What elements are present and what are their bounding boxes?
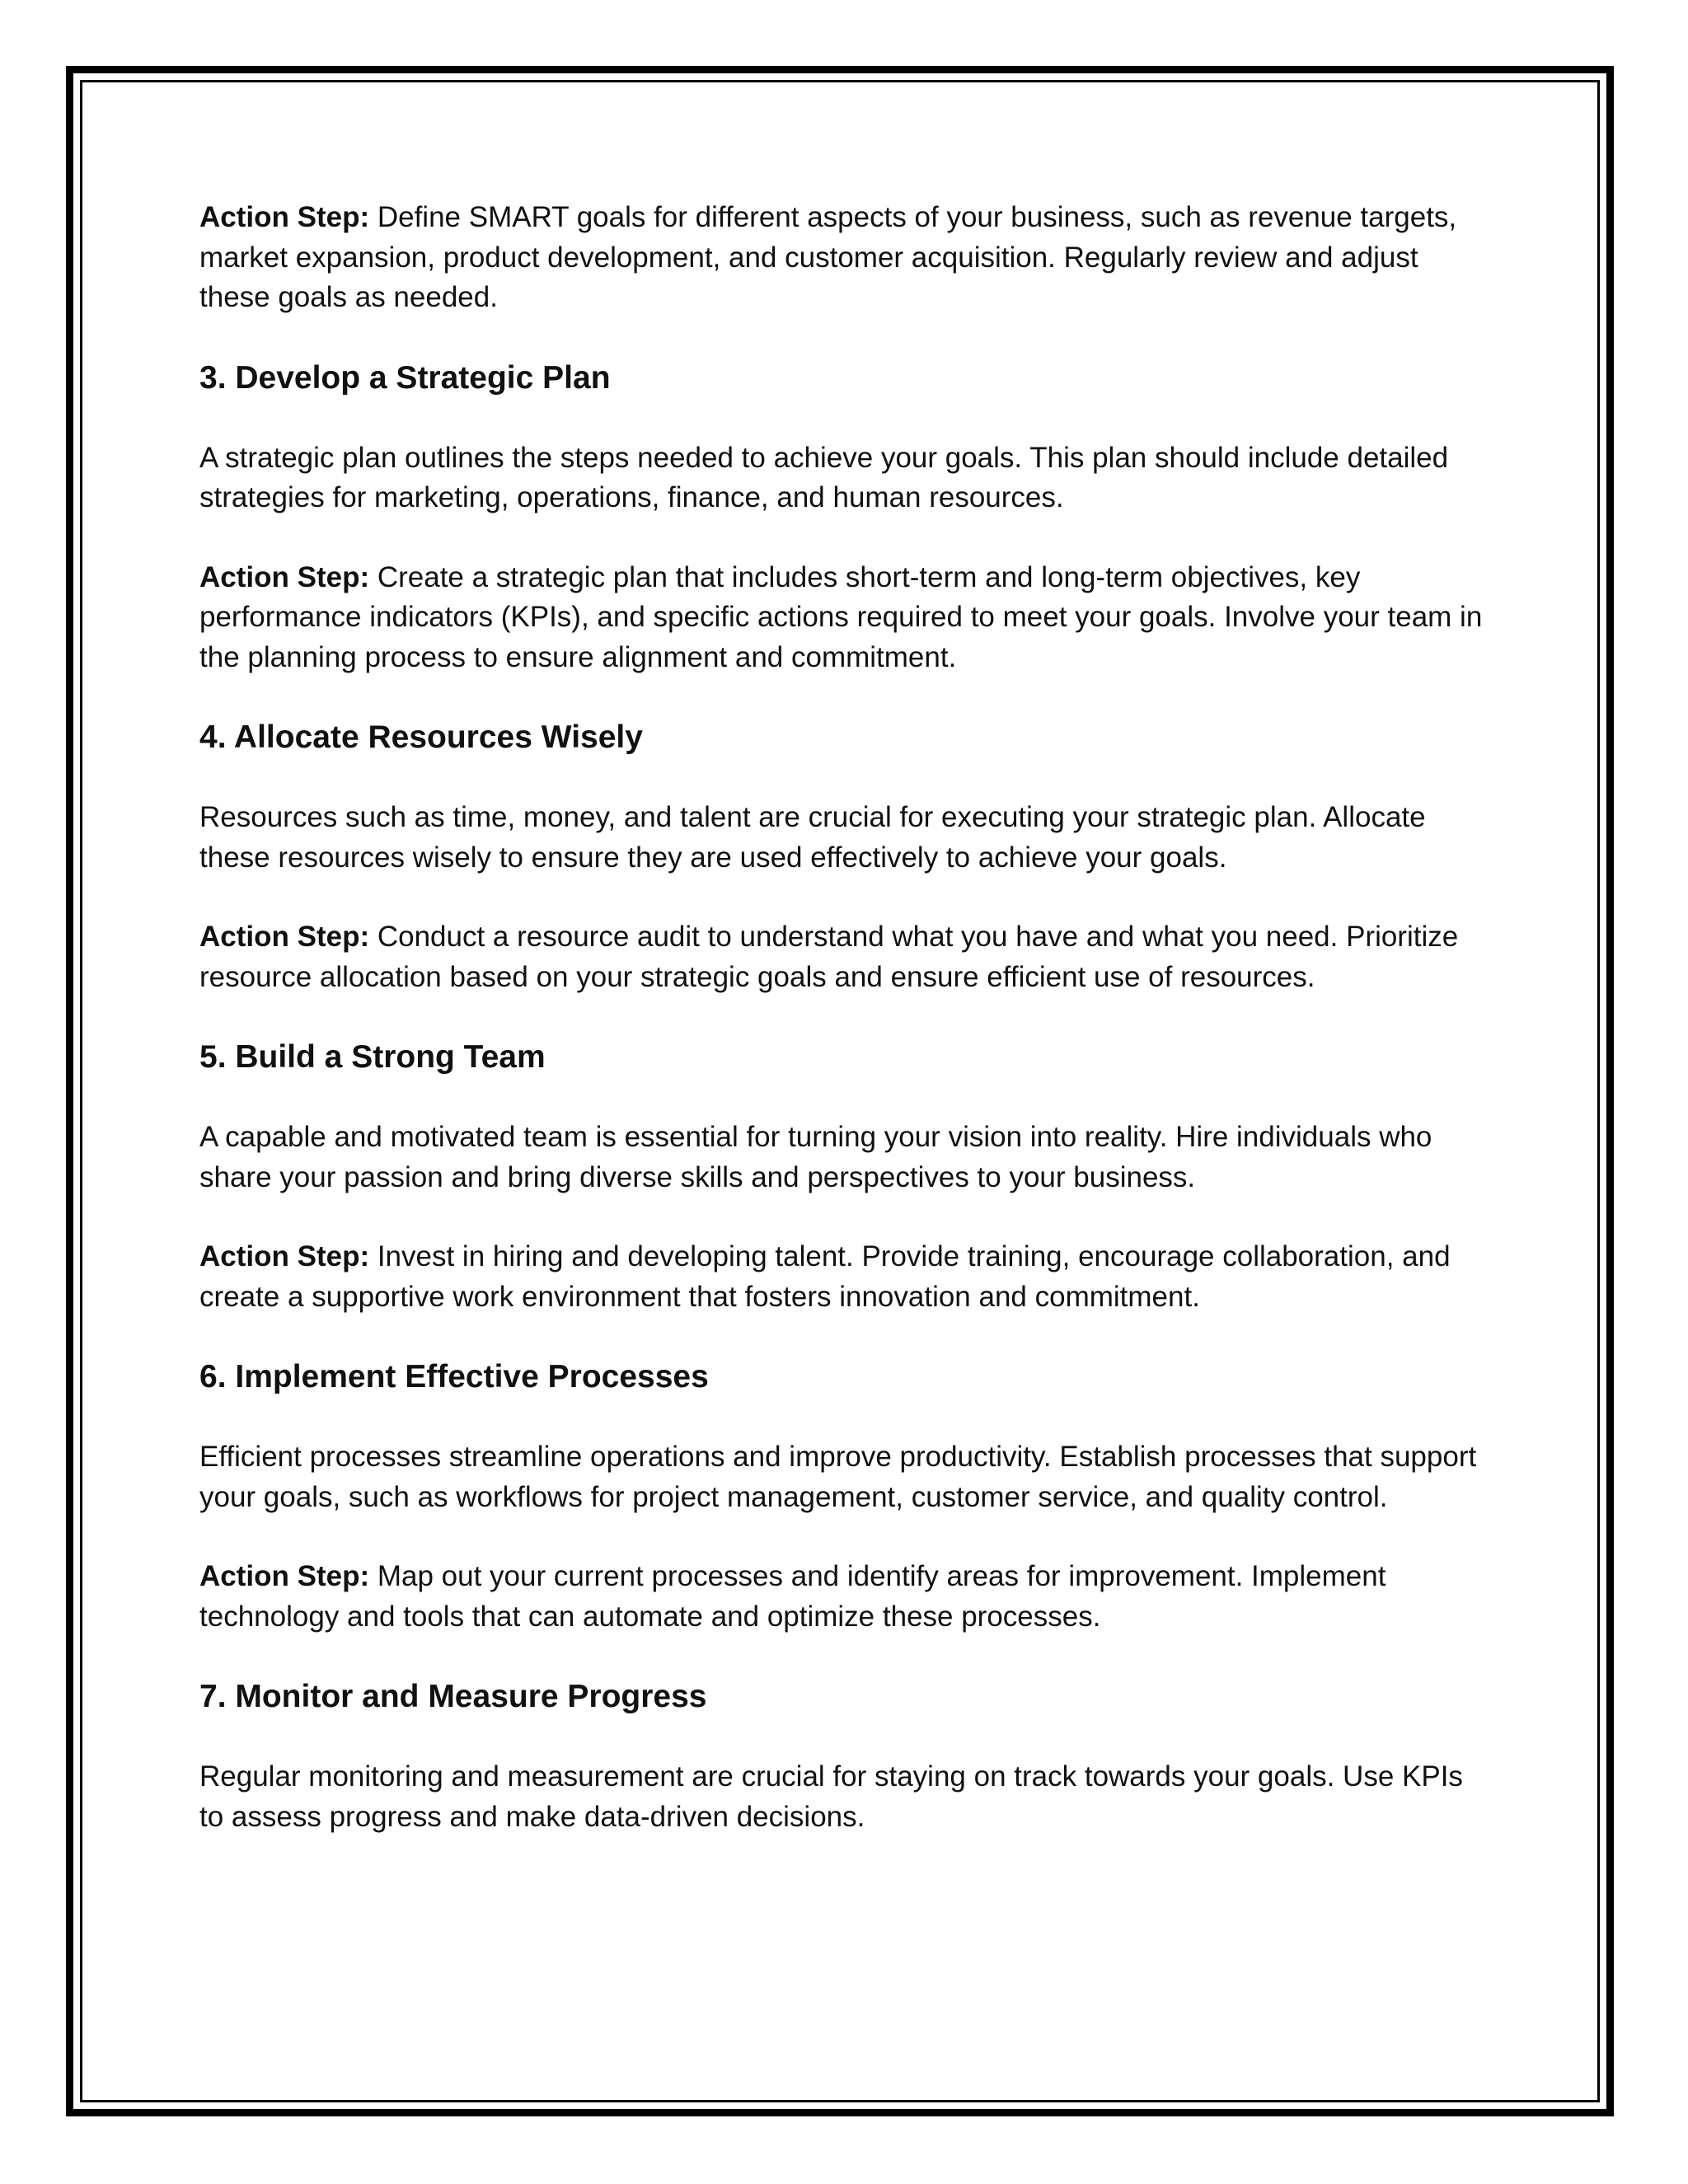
action-step-text: Create a strategic plan that includes short-term and long-term objectives, key performance indicators (KPIs), and specific actions required to meet your goals. Involve your team in the planning process to ensure alignment and commitment. <box>199 560 1483 673</box>
body-paragraph: Regular monitoring and measurement are crucial for staying on track towards your goals. Use KPIs to assess progress and make data-driven decisions. <box>199 1760 1463 1833</box>
body-paragraph: A strategic plan outlines the steps needed to achieve your goals. This plan should include detailed strategies for marketing, operations, finance, and human resources. <box>199 441 1449 513</box>
action-step-text: Define SMART goals for different aspects of your business, such as revenue targets, market expansion, product development, and customer acquisition. Regularly review and adjust these goals as needed. <box>199 201 1457 313</box>
action-step-paragraph <box>199 1557 1493 1637</box>
document-body <box>199 198 1493 1877</box>
action-step-label: Action Step: <box>199 560 370 593</box>
action-step-label: Action Step: <box>199 1240 370 1272</box>
action-step-paragraph <box>199 1237 1493 1317</box>
action-step-label: Action Step: <box>199 201 370 233</box>
body-paragraph: Resources such as time, money, and talent are crucial for executing your strategic plan. Allocate these resources wisely to ensure they are used effectively to achieve your goals. <box>199 801 1426 874</box>
action-step-text: Conduct a resource audit to understand what you have and what you need. Prioritize resource allocation based on your strategic goals and ensure efficient use of resources. <box>199 921 1459 993</box>
action-step-paragraph <box>199 558 1493 678</box>
action-step-label: Action Step: <box>199 1560 370 1592</box>
section-heading-develop-strategic-plan: 3. Develop a Strategic Plan <box>199 359 611 396</box>
action-step-paragraph <box>199 198 1493 318</box>
action-step-paragraph <box>199 917 1493 997</box>
action-step-text: Map out your current processes and identify areas for improvement. Implement technology and tools that can automate and optimize these processes. <box>199 1560 1386 1633</box>
body-paragraph: A capable and motivated team is essential for turning your vision into reality. Hire individuals who share your passion and bring diverse skills and perspectives to your business. <box>199 1121 1432 1193</box>
section-heading-monitor-progress: 7. Monitor and Measure Progress <box>199 1679 707 1714</box>
section-heading-allocate-resources: 4. Allocate Resources Wisely <box>199 719 643 755</box>
action-step-label: Action Step: <box>199 921 370 953</box>
section-heading-build-strong-team: 5. Build a Strong Team <box>199 1039 546 1075</box>
section-heading-implement-processes: 6. Implement Effective Processes <box>199 1359 709 1394</box>
body-paragraph: Efficient processes streamline operations and improve productivity. Establish processes that support your goals, such as workflows for project management, customer service, and quality control. <box>199 1441 1477 1513</box>
action-step-text: Invest in hiring and developing talent. Provide training, encourage collaboration, and create a supportive work environment that fosters innovation and commitment. <box>199 1240 1451 1313</box>
